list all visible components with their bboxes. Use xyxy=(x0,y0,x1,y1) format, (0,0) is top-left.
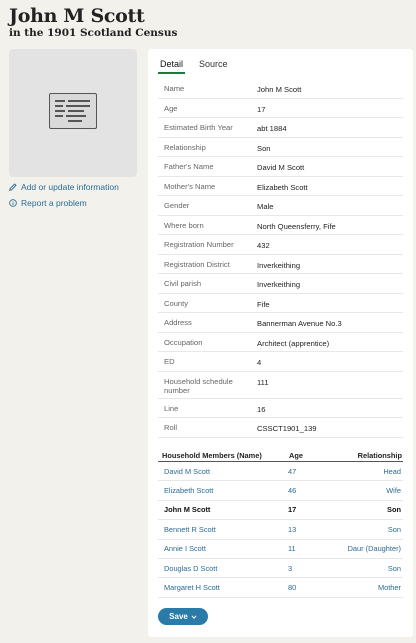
field-label: Father's Name xyxy=(164,162,214,171)
chevron-down-icon xyxy=(191,614,197,620)
document-icon xyxy=(49,93,97,129)
field-row xyxy=(158,352,403,372)
field-row xyxy=(158,196,403,216)
field-value: John M Scott xyxy=(257,85,302,94)
household-row[interactable] xyxy=(158,540,403,559)
tab-bar xyxy=(158,59,228,74)
household-table-header xyxy=(158,451,403,462)
field-label: Where born xyxy=(164,220,204,230)
add-update-info-label: Add or update information xyxy=(21,182,119,192)
field-value: North Queensferry, Fife xyxy=(257,221,336,231)
member-age: 3 xyxy=(288,563,293,573)
field-row xyxy=(158,138,403,158)
field-row xyxy=(158,118,403,138)
field-label: Estimated Birth Year xyxy=(164,123,233,132)
field-label: Gender xyxy=(164,201,190,210)
field-label: Name xyxy=(164,84,185,93)
member-relationship: Son xyxy=(387,505,401,515)
report-problem-link[interactable] xyxy=(9,198,87,208)
field-label: Registration Number xyxy=(164,240,234,249)
field-label: Line xyxy=(164,403,179,413)
household-row xyxy=(158,501,403,520)
member-age: 17 xyxy=(288,505,297,515)
field-value: 17 xyxy=(257,104,266,114)
page-title: John M Scott xyxy=(9,5,145,27)
member-name: Margaret H Scott xyxy=(164,583,220,593)
tab-detail[interactable]: Detail xyxy=(158,59,185,74)
field-label: Roll xyxy=(164,423,178,432)
field-row xyxy=(158,313,403,333)
field-value: 432 xyxy=(257,241,270,250)
field-row xyxy=(158,399,403,419)
field-row xyxy=(158,418,403,438)
member-age: 47 xyxy=(288,466,297,476)
field-value: 16 xyxy=(257,404,266,414)
member-name: Douglas D Scott xyxy=(164,563,218,573)
field-row xyxy=(158,216,403,236)
field-row xyxy=(158,294,403,314)
page-subtitle: in the 1901 Scotland Census xyxy=(9,27,178,39)
tab-source[interactable]: Source xyxy=(199,59,228,69)
field-row xyxy=(158,372,403,399)
field-label: Relationship xyxy=(164,142,206,152)
field-label: Household schedule number xyxy=(164,376,233,395)
member-relationship: Daur (Daughter) xyxy=(347,544,401,554)
field-value: Male xyxy=(257,202,274,211)
member-age: 80 xyxy=(288,583,297,593)
field-row xyxy=(158,274,403,294)
field-value: 111 xyxy=(257,377,269,387)
field-row xyxy=(158,157,403,177)
save-button[interactable] xyxy=(158,608,208,625)
field-label: Age xyxy=(164,103,178,113)
report-problem-label: Report a problem xyxy=(21,198,87,208)
record-image-thumbnail[interactable] xyxy=(9,49,137,177)
member-relationship: Mother xyxy=(377,583,401,593)
member-name: David M Scott xyxy=(164,466,211,476)
field-value: Inverkeithing xyxy=(257,260,301,270)
field-label: Occupation xyxy=(164,337,203,347)
field-row xyxy=(158,235,403,255)
member-relationship: Wife xyxy=(386,486,401,496)
field-label: Mother's Name xyxy=(164,181,216,191)
header-age: Age xyxy=(289,451,303,460)
field-row xyxy=(158,177,403,197)
pencil-icon xyxy=(9,183,17,191)
field-value: Elizabeth Scott xyxy=(257,182,308,192)
field-row xyxy=(158,255,403,275)
member-name: Annie I Scott xyxy=(164,544,206,554)
household-table xyxy=(158,451,403,598)
record-fields xyxy=(158,79,403,438)
household-row[interactable] xyxy=(158,481,403,500)
field-label: ED xyxy=(164,357,175,366)
member-name: John M Scott xyxy=(164,505,211,515)
household-row[interactable] xyxy=(158,559,403,578)
field-value: Son xyxy=(257,143,271,153)
field-value: Inverkeithing xyxy=(257,280,301,289)
field-label: County xyxy=(164,298,189,308)
field-value: David M Scott xyxy=(257,163,305,172)
household-row[interactable] xyxy=(158,462,403,481)
field-label: Civil parish xyxy=(164,279,202,288)
member-age: 46 xyxy=(288,486,297,496)
field-label: Registration District xyxy=(164,259,230,269)
header-relationship: Relationship xyxy=(357,451,402,460)
member-name: Elizabeth Scott xyxy=(164,486,214,496)
member-age: 11 xyxy=(288,544,296,554)
add-update-info-link[interactable] xyxy=(9,182,119,192)
member-name: Bennett R Scott xyxy=(164,524,216,534)
household-row[interactable] xyxy=(158,578,403,597)
field-value: Fife xyxy=(257,299,270,309)
record-detail-panel xyxy=(148,49,413,637)
field-row xyxy=(158,99,403,119)
member-relationship: Son xyxy=(387,524,401,534)
field-label: Address xyxy=(164,318,192,327)
member-relationship: Head xyxy=(383,466,401,476)
field-row xyxy=(158,333,403,353)
field-value: abt 1884 xyxy=(257,124,287,133)
field-row xyxy=(158,79,403,99)
household-row[interactable] xyxy=(158,520,403,539)
field-value: CSSCT1901_139 xyxy=(257,424,317,433)
member-relationship: Son xyxy=(387,563,401,573)
field-value: Architect (apprentice) xyxy=(257,338,330,348)
field-value: 4 xyxy=(257,358,262,367)
save-button-label: Save xyxy=(169,612,188,621)
header-name: Household Members (Name) xyxy=(162,451,262,460)
info-circle-icon xyxy=(9,199,17,207)
member-age: 13 xyxy=(288,524,297,534)
field-value: Bannerman Avenue No.3 xyxy=(257,319,342,328)
